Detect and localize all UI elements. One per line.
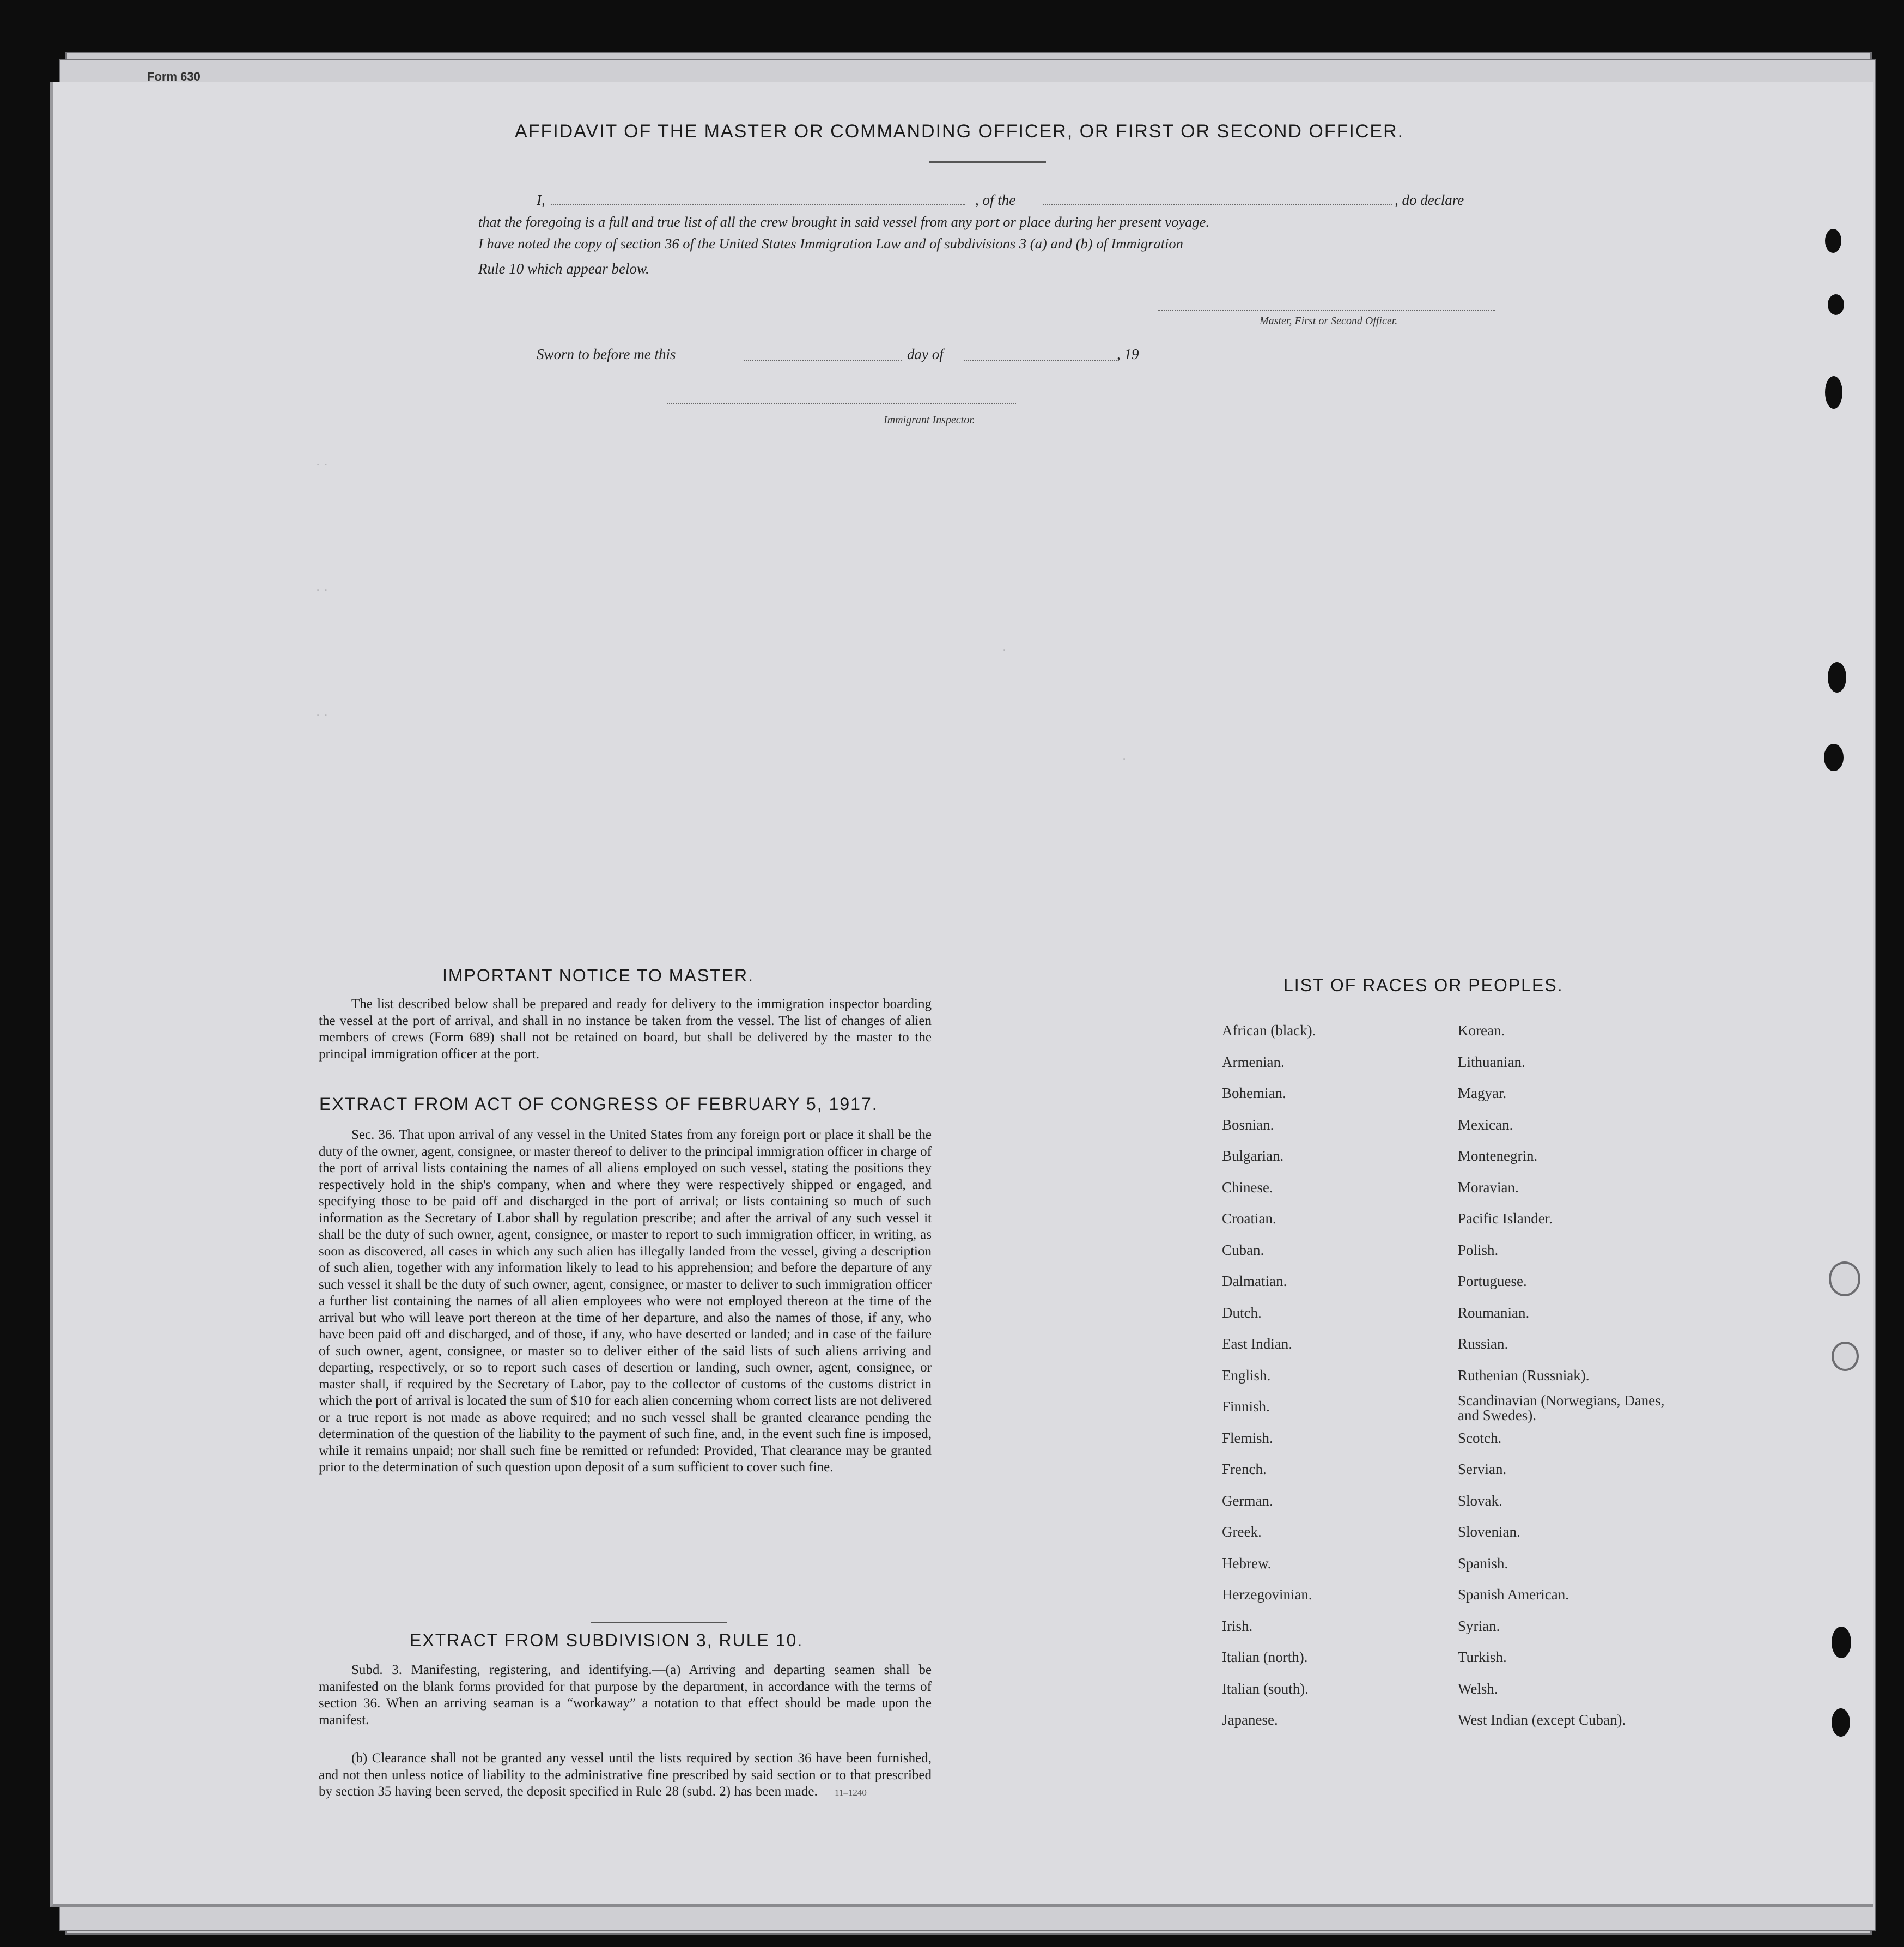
notice-body: The list described below shall be prepared and ready for delivery to the immigration inspector boarding the vessel at the port of arrival, and shall in no instance be taken from the vessel. The list of changes of alien members of crews (Form 689) shall not be retained on board, but shall be delivered by the master to the principal immigration officer at the port. (319, 997, 932, 1062)
binder-hole-icon (1832, 1627, 1851, 1658)
binder-hole-icon (1832, 1708, 1850, 1737)
race-item: Italian (north). (1222, 1649, 1308, 1665)
race-item: Welsh. (1458, 1680, 1498, 1697)
race-item: Servian. (1458, 1461, 1507, 1477)
race-item: Japanese. (1222, 1712, 1278, 1728)
race-item: African (black). (1222, 1022, 1316, 1039)
sworn-day-field[interactable] (744, 360, 902, 361)
race-item: French. (1222, 1461, 1267, 1477)
signature-field[interactable] (1158, 310, 1495, 311)
binder-hole-icon (1825, 229, 1841, 253)
race-item: West Indian (except Cuban). (1458, 1712, 1626, 1728)
race-item: Dutch. (1222, 1304, 1262, 1321)
race-item: Bohemian. (1222, 1085, 1286, 1101)
race-item: Scandinavian (Norwegians, Danes, and Swedes). (1458, 1392, 1665, 1423)
act-extract-body: Sec. 36. That upon arrival of any vessel in the United States from any foreign port or place it shall be the duty of the owner, agent, consignee, or master thereof to deliver to the principal immigration officer in charge of the port of arrival lists containing the names of all aliens employed on such vessel, stating the positions they respectively hold in the ship's company, when and where they were respectively shipped or engaged, and specifying those to be paid off and discharged in the port of arrival; or lists containing so much of such information as the Secretary of Labor shall by regulation prescribe; and after the arrival of any such vessel it shall be the duty of such owner, agent, consignee, or master to report to such immigration officer, in writing, as soon as discovered, all cases in which any such alien has illegally landed from the vessel, giving a description of such alien, together with any information likely to lead to his apprehension; and before the departure of any such vessel it shall be the duty of such owner, agent, consignee, or master to deliver to such immigration officer a further list containing the names of all alien employees who were not employed thereon at the time of the arrival but who will leave port thereon at the time of her departure, and also the names of those, if any, who have been paid off and discharged, and of those, if any, who have deserted or landed; and in case of the failure of such owner, agent, consignee, or master so to deliver either of the said lists of such aliens arriving and departing, respectively, or so to report such cases of desertion or landing, such owner, agent, consignee, or master shall, if required by the Secretary of Labor, pay to the collector of customs of the customs district in which the port of arrival is located the sum of $10 for each alien concerning whom correct lists are not delivered or a true report is not made as above required; and no such vessel shall be granted clearance pending the determination of the question of the liability to the payment of such fine, and, in the event such fine is imposed, while it remains unpaid; nor shall such fine be remitted or refunded: Provided, That clearance may be granted prior to the determination of such question upon deposit of a sum sufficient to cover such fine. (319, 1127, 932, 1475)
race-item: Bosnian. (1222, 1116, 1274, 1133)
sworn-month-field[interactable] (964, 360, 1117, 361)
race-item: Armenian. (1222, 1053, 1285, 1070)
races-column-1 (1222, 1015, 1440, 1736)
rule-extract-heading: EXTRACT FROM SUBDIVISION 3, RULE 10. (410, 1630, 804, 1650)
race-item: Italian (south). (1222, 1680, 1309, 1697)
signer-label: Master, First or Second Officer. (1260, 315, 1398, 327)
of-the-label: , of the (975, 192, 1016, 208)
rule-extract-para-a: Subd. 3. Manifesting, registering, and identifying.—(a) Arriving and departing seamen shall be manifested on the blank forms provided for that purpose by the department, in accordance with the terms of section 36. When an arriving seaman is a “workaway” a notation to that effect should be made upon the manifest. (319, 1663, 932, 1727)
race-item: Herzegovinian. (1222, 1586, 1312, 1603)
race-item: Roumanian. (1458, 1304, 1530, 1321)
act-extract-heading: EXTRACT FROM ACT OF CONGRESS OF FEBRUARY 5, 1917. (319, 1094, 878, 1114)
races-column-2 (1458, 1015, 1719, 1736)
form-print-code: 11–1240 (835, 1787, 867, 1798)
do-declare-label: , do declare (1395, 192, 1464, 208)
race-item: Lithuanian. (1458, 1053, 1525, 1070)
race-item: German. (1222, 1492, 1273, 1509)
rule-extract-rule (591, 1622, 727, 1623)
race-item: Portuguese. (1458, 1273, 1527, 1289)
binder-hole-icon (1828, 294, 1844, 315)
race-item: Spanish. (1458, 1555, 1508, 1572)
inspector-label: Immigrant Inspector. (884, 414, 975, 426)
race-item: Pacific Islander. (1458, 1210, 1553, 1227)
binder-ring-icon (1832, 1342, 1859, 1371)
race-item: Flemish. (1222, 1429, 1273, 1446)
binder-hole-icon (1824, 744, 1844, 771)
bleed-through-mark: . . (316, 452, 328, 469)
race-item: Korean. (1458, 1022, 1505, 1039)
form-id: Form 630 (147, 70, 200, 83)
race-item: Montenegrin. (1458, 1148, 1538, 1164)
races-heading: LIST OF RACES OR PEOPLES. (1283, 975, 1564, 995)
name-field[interactable] (551, 204, 965, 205)
race-item: Greek. (1222, 1524, 1262, 1540)
affidavit-line-2: that the foregoing is a full and true list of all the crew brought in said vessel from any port or place during her present voyage. (478, 214, 1210, 230)
notice-heading: IMPORTANT NOTICE TO MASTER. (442, 966, 754, 985)
inspector-signature-field[interactable] (667, 403, 1016, 404)
bleed-through-mark: . (1122, 747, 1127, 763)
race-item: Magyar. (1458, 1085, 1507, 1101)
bleed-through-mark: . . (316, 703, 328, 719)
race-item: Polish. (1458, 1241, 1499, 1258)
affidavit-line-4: Rule 10 which appear below. (478, 260, 649, 277)
race-item: East Indian. (1222, 1336, 1292, 1352)
vessel-field[interactable] (1043, 204, 1392, 205)
race-item: Mexican. (1458, 1116, 1513, 1133)
race-item: English. (1222, 1367, 1271, 1384)
year-label: , 19 (1117, 346, 1139, 362)
race-item: Cuban. (1222, 1241, 1264, 1258)
rule-extract-para-b: (b) Clearance shall not be granted any vessel until the lists required by section 36 have been furnished, and not then unless notice of liability to the administrative fine prescribed by said section or to that prescribed by section 35 having been served, the deposit specified in Rule 28 (subd. 2) has been made. (319, 1751, 932, 1799)
binder-ring-icon (1829, 1261, 1860, 1296)
race-item: Syrian. (1458, 1617, 1500, 1634)
title-rule (929, 161, 1046, 163)
race-item: Moravian. (1458, 1179, 1519, 1196)
binder-hole-icon (1825, 376, 1842, 409)
race-item: Ruthenian (Russniak). (1458, 1367, 1590, 1384)
race-item: Slovak. (1458, 1492, 1502, 1509)
bleed-through-mark: . . (316, 578, 328, 594)
race-item: Chinese. (1222, 1179, 1273, 1196)
binder-hole-icon (1828, 662, 1846, 693)
race-item: Slovenian. (1458, 1524, 1520, 1540)
race-item: Turkish. (1458, 1649, 1507, 1665)
affidavit-line-3: I have noted the copy of section 36 of the United States Immigration Law and of subdivisions 3 (a) and (b) of Immigration (478, 235, 1183, 252)
i-label: I, (537, 192, 545, 208)
race-item: Finnish. (1222, 1398, 1270, 1415)
race-item: Croatian. (1222, 1210, 1276, 1227)
affidavit-title: AFFIDAVIT OF THE MASTER OR COMMANDING OFFICER, OR FIRST OR SECOND OFFICER. (515, 121, 1404, 142)
sworn-label: Sworn to before me this (537, 346, 676, 362)
race-item: Hebrew. (1222, 1555, 1272, 1572)
race-item: Russian. (1458, 1336, 1508, 1352)
race-item: Scotch. (1458, 1429, 1502, 1446)
race-item: Dalmatian. (1222, 1273, 1287, 1289)
day-of-label: day of (907, 346, 944, 362)
race-item: Spanish American. (1458, 1586, 1569, 1603)
bleed-through-mark: . (1002, 638, 1007, 654)
race-item: Bulgarian. (1222, 1148, 1284, 1164)
race-item: Irish. (1222, 1617, 1253, 1634)
